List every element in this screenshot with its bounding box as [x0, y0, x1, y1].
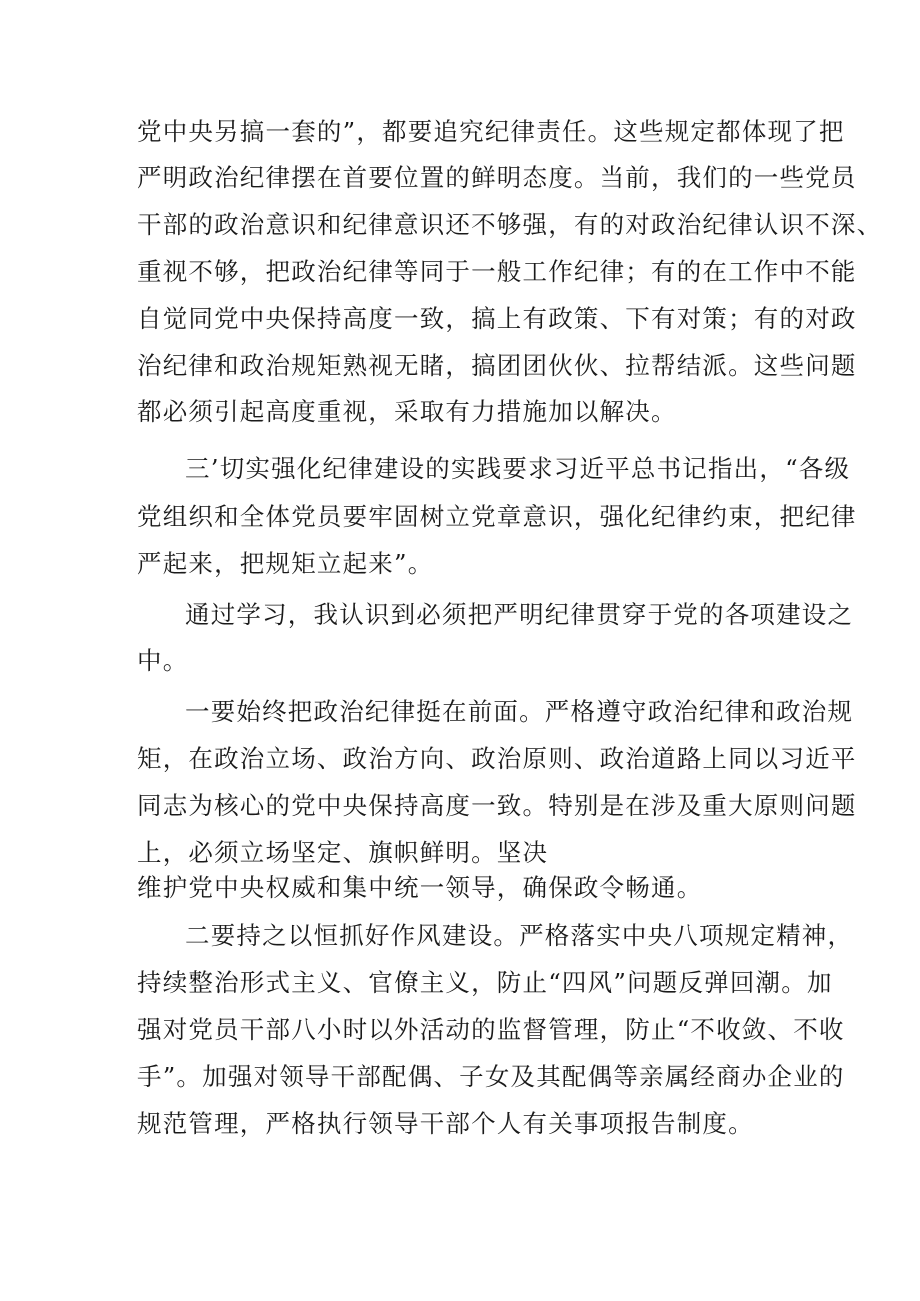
text-line: 二要持之以恒抓好作风建设。严格落实中央八项规定精神， — [185, 921, 854, 950]
text-line: 上，必须立场坚定、旗帜鲜明。坚决 — [137, 838, 549, 867]
section-heading-line: 三’切实强化纪律建设的实践要求习近平总书记指出，“各级 — [185, 454, 851, 483]
text-line: 自觉同党中央保持高度一致，搞上有政策、下有对策；有的对政 — [137, 304, 857, 333]
text-line: 通过学习，我认识到必须把严明纪律贯穿于党的各项建设之 — [185, 600, 854, 629]
text-line: 维护党中央权威和集中统一领导，确保政令畅通。 — [137, 873, 703, 902]
text-line: 手”。加强对领导干部配偶、子女及其配偶等亲属经商办企业的 — [137, 1062, 845, 1091]
text-line: 都必须引起高度重视，采取有力措施加以解决。 — [137, 397, 677, 426]
text-line: 严明政治纪律摆在首要位置的鲜明态度。当前，我们的一些党员 — [137, 163, 857, 192]
text-line: 持续整治形式主义、官僚主义，防止“四风”问题反弹回潮。加 — [137, 968, 833, 997]
text-line: 规范管理，严格执行领导干部个人有关事项报告制度。 — [137, 1109, 754, 1138]
text-line: 同志为核心的党中央保持高度一致。特别是在涉及重大原则问题 — [137, 791, 857, 820]
text-line: 干部的政治意识和纪律意识还不够强，有的对政治纪律认识不深、 — [137, 210, 883, 239]
text-line: 党组织和全体党员要牢固树立党章意识，强化纪律约束，把纪律 — [137, 502, 857, 531]
text-line: 党中央另搞一套的”，都要追究纪律责任。这些规定都体现了把 — [137, 117, 845, 146]
text-line: 一要始终把政治纪律挺在前面。严格遵守政治纪律和政治规 — [185, 697, 854, 726]
text-line: 强对党员干部八小时以外活动的监督管理，防止“不收敛、不收 — [137, 1015, 845, 1044]
text-line: 中。 — [137, 646, 189, 675]
text-line: 重视不够，把政治纪律等同于一般工作纪律；有的在工作中不能 — [137, 257, 857, 286]
text-line: 矩，在政治立场、政治方向、政治原则、政治道路上同以习近平 — [137, 744, 857, 773]
text-line: 严起来，把规矩立起来”。 — [137, 549, 434, 578]
text-line: 治纪律和政治规矩熟视无睹，搞团团伙伙、拉帮结派。这些问题 — [137, 351, 857, 380]
